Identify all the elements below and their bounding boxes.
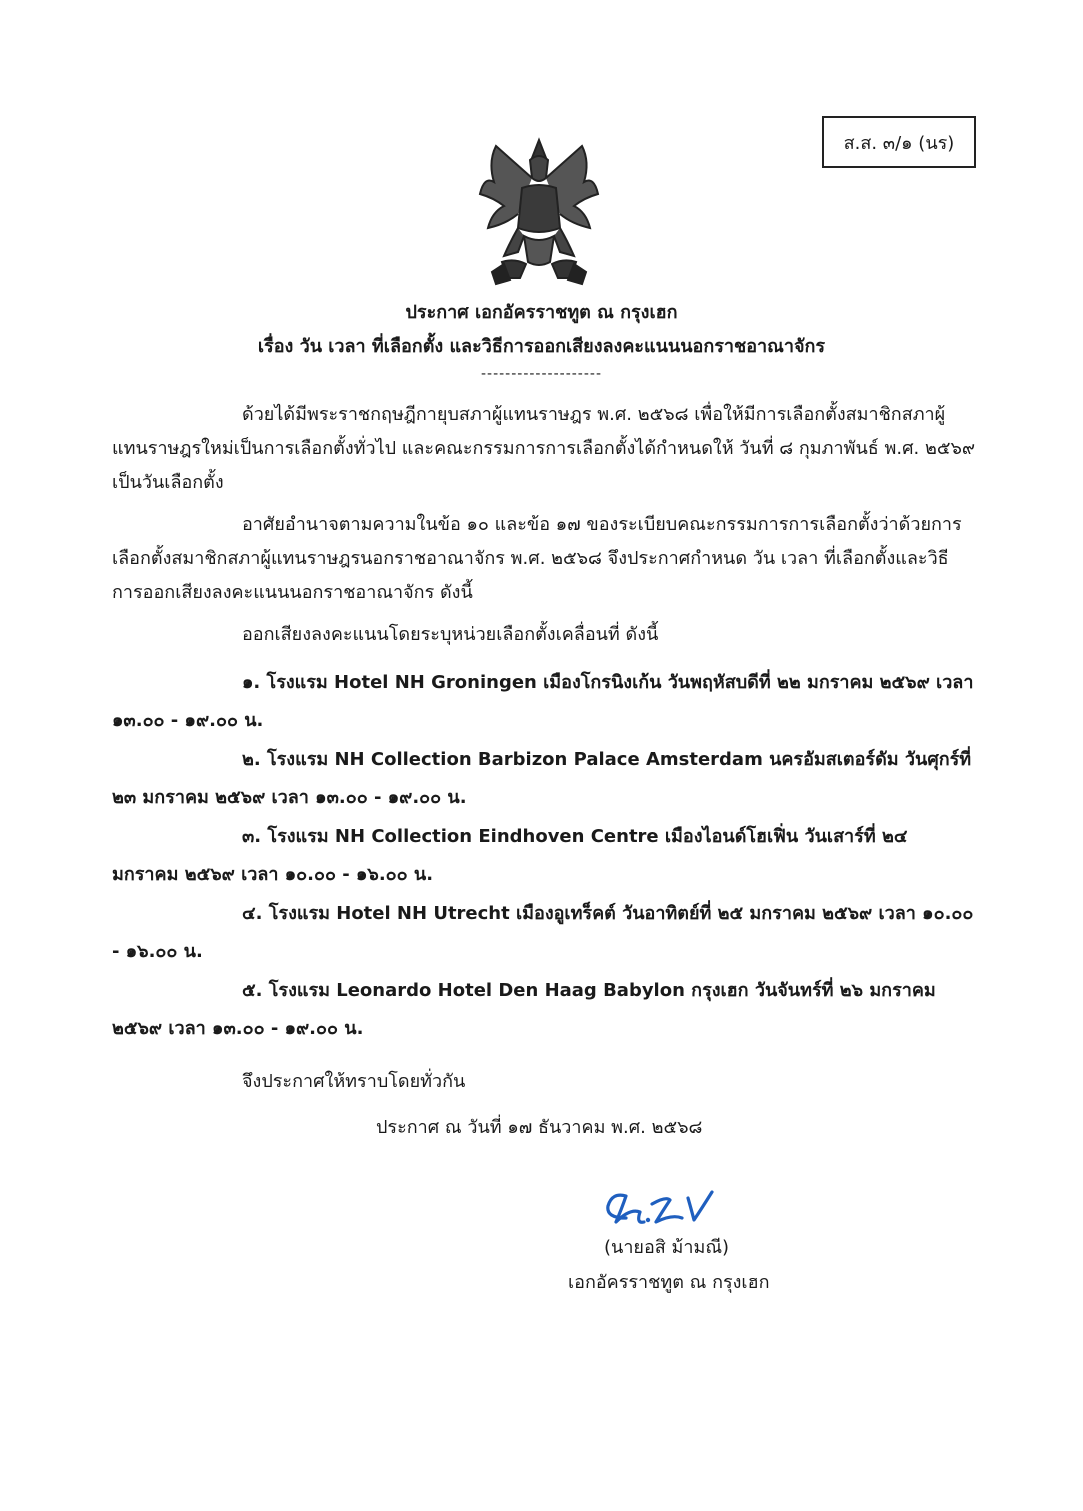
- paragraph-authority-text: อาศัยอำนาจตามความในข้อ ๑๐ และข้อ ๑๗ ของระเบียบคณะกรรมการการเลือกตั้งว่าด้วยการเลือกตั้งสมาชิกสภาผู้แทนราษฎรนอกราชอาณาจักร พ.ศ. ๒๕๖๘ จึงประกาศกำหนด วัน เวลา ที่เลือกตั้งและวิธีการออกเสียงลงคะแนนนอกราชอาณาจักร ดังนี้: [112, 514, 962, 603]
- polling-location-text: ๕. โรงแรม Leonardo Hotel Den Haag Babylon กรุงเฮก วันจันทร์ที่ ๒๖ มกราคม ๒๕๖๙ เวลา ๑๓.๐๐ - ๑๙.๐๐ น.: [112, 980, 936, 1039]
- announcement-subject: เรื่อง วัน เวลา ที่เลือกตั้ง และวิธีการออกเสียงลงคะแนนนอกราชอาณาจักร: [257, 336, 826, 357]
- announcement-title: ประกาศ เอกอัครราชทูต ณ กรุงเฮก: [405, 302, 678, 323]
- polling-location-item: [112, 972, 978, 1048]
- paragraph-dissolution: [112, 398, 978, 500]
- form-code-box: [822, 116, 976, 168]
- polling-location-item: [112, 895, 978, 971]
- issue-date: ประกาศ ณ วันที่ ๑๗ ธันวาคม พ.ศ. ๒๕๖๘: [376, 1117, 703, 1138]
- polling-location-item: [112, 818, 978, 894]
- closing-statement: จึงประกาศให้ทราบโดยทั่วกัน: [242, 1071, 466, 1092]
- form-code-text: ส.ส. ๓/๑ (นร): [843, 132, 955, 154]
- paragraph-dissolution-text: ด้วยได้มีพระราชกฤษฎีกายุบสภาผู้แทนราษฎร พ.ศ. ๒๕๖๘ เพื่อให้มีการเลือกตั้งสมาชิกสภาผู้แทนราษฎรใหม่เป็นการเลือกตั้งทั่วไป และคณะกรรมการการเลือกตั้งได้กำหนดให้ วันที่ ๘ กุมภาพันธ์ พ.ศ. ๒๕๖๙ เป็นวันเลือกตั้ง: [112, 404, 976, 493]
- title-divider: --------------------: [480, 366, 603, 382]
- handwritten-signature-icon: [596, 1178, 736, 1234]
- polling-location-text: ๔. โรงแรม Hotel NH Utrecht เมืองอูเทร็คต์ วันอาทิตย์ที่ ๒๕ มกราคม ๒๕๖๙ เวลา ๑๐.๐๐ - ๑๖.๐๐ น.: [112, 903, 974, 962]
- paragraph-authority: [112, 508, 978, 610]
- polling-location-text: ๒. โรงแรม NH Collection Barbizon Palace Amsterdam นครอัมสเตอร์ดัม วันศุกร์ที่ ๒๓ มกราคม ๒๕๖๙ เวลา ๑๓.๐๐ - ๑๙.๐๐ น.: [112, 749, 972, 808]
- polling-location-item: [112, 741, 978, 817]
- paragraph-mobile-units: ออกเสียงลงคะแนนโดยระบุหน่วยเลือกตั้งเคลื่อนที่ ดังนี้: [242, 624, 659, 645]
- signer-title: เอกอัครราชทูต ณ กรุงเฮก: [568, 1272, 770, 1293]
- polling-location-text: ๑. โรงแรม Hotel NH Groningen เมืองโกรนิงเก้น วันพฤหัสบดีที่ ๒๒ มกราคม ๒๕๖๙ เวลา ๑๓.๐๐ - ๑๙.๐๐ น.: [112, 672, 974, 731]
- polling-location-item: [112, 664, 978, 740]
- polling-location-text: ๓. โรงแรม NH Collection Eindhoven Centre เมืองไอนด์โฮเฟิ่น วันเสาร์ที่ ๒๔ มกราคม ๒๕๖๙ เวลา ๑๐.๐๐ - ๑๖.๐๐ น.: [112, 826, 908, 885]
- garuda-emblem-icon: [474, 132, 604, 288]
- signer-name: (นายอสิ ม้ามณี): [604, 1237, 730, 1258]
